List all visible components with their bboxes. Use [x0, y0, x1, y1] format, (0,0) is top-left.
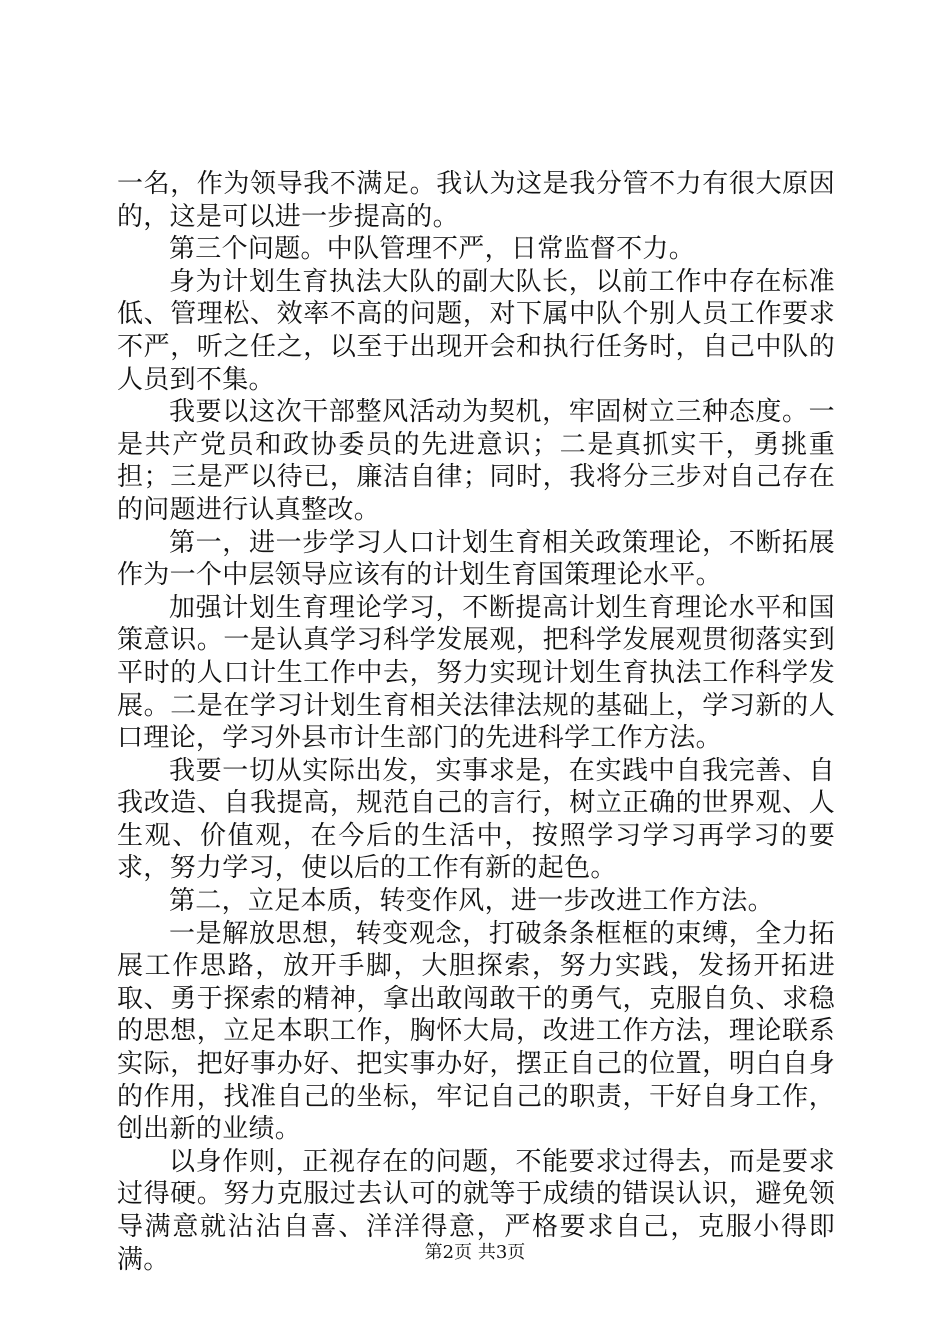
- paragraph: 第三个问题。中队管理不严，日常监督不力。: [169, 234, 696, 265]
- paragraph: 第一，进一步学习人口计划生育相关政策理论，不断拓展作为一个中层领导应该有的计划生育国策理论水平。: [117, 527, 835, 591]
- paragraph: 第二，立足本质，转变作风，进一步改进工作方法。: [169, 886, 774, 917]
- paragraph: 一是解放思想，转变观念，打破条条框框的束缚，全力拓展工作思路，放开手脚，大胆探索，努力实践，发扬开拓进取、勇于探索的精神，拿出敢闯敢干的勇气，克服自负、求稳的思想，立足本职工作，胸怀大局，改进工作方法，理论联系实际，把好事办好、把实事办好，摆正自己的位置，明白自身的作用，找准自己的坐标，牢记自己的职责，干好自身工作，创出新的业绩。: [117, 918, 835, 1145]
- document-body: [117, 168, 835, 1276]
- paragraph: 我要以这次干部整风活动为契机，牢固树立三种态度。一是共产党员和政协委员的先进意识；二是真抓实干，勇挑重担；三是严以待已，廉洁自律；同时，我将分三步对自己存在的问题进行认真整改。: [117, 397, 835, 525]
- page-footer: 第2页 共3页: [424, 1242, 526, 1263]
- paragraph: 我要一切从实际出发，实事求是，在实践中自我完善、自我改造、自我提高，规范自己的言行，树立正确的世界观、人生观、价值观，在今后的生活中，按照学习学习再学习的要求，努力学习，使以后的工作有新的起色。: [117, 755, 835, 884]
- paragraph: 加强计划生育理论学习，不断提高计划生育理论水平和国策意识。一是认真学习科学发展观，把科学发展观贯彻落实到平时的人口计生工作中去，努力实现计划生育执法工作科学发展。二是在学习计划生育相关法律法规的基础上，学习新的人口理论，学习外县市计生部门的先进科学工作方法。: [117, 592, 835, 754]
- paragraph: 以身作则，正视存在的问题，不能要求过得去，而是要求过得硬。努力克服过去认可的就等于成绩的错误认识，避免领导满意就沾沾自喜、洋洋得意，严格要求自己，克服小得即满。: [117, 1146, 835, 1275]
- paragraph: 身为计划生育执法大队的副大队长，以前工作中存在标准低、管理松、效率不高的问题，对下属中队个别人员工作要求不严，听之任之，以至于出现开会和执行任务时，自己中队的人员到不集。: [117, 266, 835, 395]
- paragraph: 一名，作为领导我不满足。我认为这是我分管不力有很大原因的，这是可以进一步提高的。: [117, 169, 835, 232]
